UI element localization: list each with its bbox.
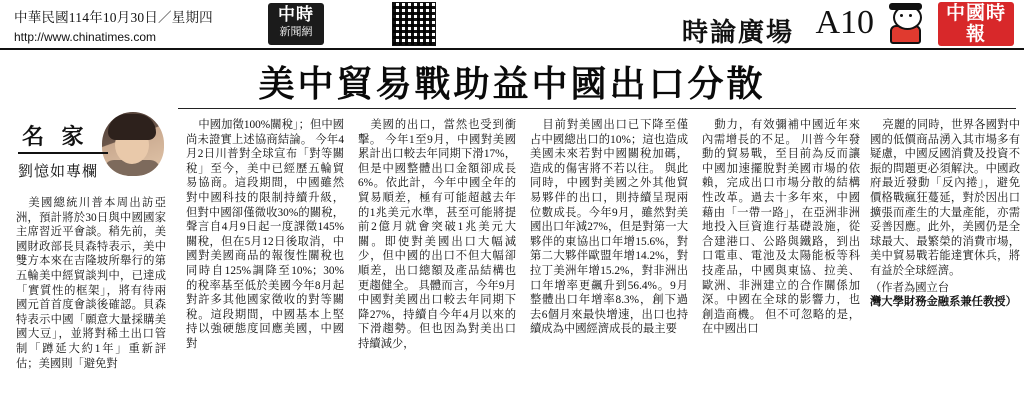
section-title: 時論廣場 — [681, 18, 794, 47]
paragraph: 目前對美國出口已下降至僅占中國總出口的10%；這也造成美國未來若對中國關稅加碼，造成的傷害將不若以往。 與此同時，中國對美國之外其他貿易夥伴的出口，則持續呈現兩位數成長。今年9月，雖然對美國出口年減27%，但是對第一大夥伴的東協出口年增15.6%，對第二大夥伴歐盟年增14.2%，對拉丁美洲年增15.2%，對非洲出口年增率更飆升到56.4%。9月整體出口年增率8.3%，創下過去6個月來最快增速，出口也持續成為中國經濟成長的最主要 — [530, 119, 688, 336]
paragraph: 美國的出口，當然也受到衝擊。 今年1至9月，中國對美國累計出口較去年同期下滑17%，但是中國整體出口金額卻成長6%。依此計，今年中國全年的貿易順差，極有可能超越去年的1兆美元水準，甚至可能將提前2億月就會突破1兆美元大關。即使對美國出口大幅減少，但中國的出口不但大幅卻順差，出口總額及產品結構也更趨健全。 具體而言，今年9月中國對美國出口較去年同期下降27%，持續自今年4月以來的下滑趨勢。但也因為對美出口持續減少， — [358, 119, 516, 350]
brand-logo: 中國時報 — [938, 2, 1014, 46]
paragraph: 中國加徵100%關稅」；但中國尚未證實上述協商結論。 今年4月2日川普對全球宣布「對等關稅」至今，美中已經歷五輪貿易協商。這段期間，中國雖然對中國科技的限制持續升級，但對中國卻僅微收30%的關稅，聲言自4月9日起一度課徵145%關稅，但在5月12日後取消，中國對美國商品的報復性關稅也同時自125%調降至10%；30%的稅率基至低於美國今年8月起對許多其他國家徵收的對等關稅。這段期間，中國基本上堅持以強硬態度回應美國，中國對 — [186, 119, 344, 350]
article-byline — [870, 281, 1020, 310]
article-column-5 — [702, 118, 860, 337]
author-name: 劉憶如專欄 — [18, 164, 99, 180]
article-column-2 — [186, 118, 344, 352]
paragraph: 動力，有效彌補中國近年來內需增長的不足。 川普今年發動的貿易戰，至目前為反而讓中國加速擺脫對美國市場的依賴，完成出口市場分散的結構性改革。過去十多年來，中國藉由「一帶一路」，在亞洲非洲地投入巨資進行基礎設施，從合建港口、公路與鐵路，到出口電車、電池及太陽能板等科技產品，中國與東協、拉美、歐洲、非洲建立的合作關係加深。中國在全球的影響力，也創造商機。 但不可忽略的是，在中國出口 — [702, 119, 860, 336]
byline-prefix: （作者為國立台 — [870, 281, 950, 294]
divider — [178, 108, 1016, 109]
masthead-left — [14, 6, 264, 44]
page-title: 美中貿易戰助益中國出口分散 — [258, 64, 766, 104]
paragraph: 亮麗的同時，世界各國對中國的低價商品湧入其市場多有疑慮，中國反國消費及投資不振的問題更必須解決。中國政府最近發動「反內捲」，避免價格戰瘋狂蔓延，對於因出口擴張而產生的大量產能，亦需妥善因應。此外，美國仍是全球最大、最繁榮的消費市場，美中貿易戰若能達實休兵，將有益於全球經濟。 — [870, 119, 1020, 277]
mascot-icon — [884, 4, 928, 46]
qr-code-icon[interactable] — [392, 2, 436, 46]
logo-line-1: 中時 — [278, 5, 314, 24]
paragraph: 美國總統川普本周出訪亞洲，預計將於30日與中國國家主席習近平會談。稍先前，美國財政部長貝森特表示，美中雙方本來在吉隆坡所舉行的第五輪美中經貿談判中，已達成「實質性的框架」，將有待兩國元首首度會談後確認。貝森特表示中國「願意大量採購美國大豆」，並將對稀土出口管制「蹲延大約1年」重新評估；美國則「避免對 — [16, 197, 166, 370]
article-body — [8, 118, 1020, 398]
publication-date: 中華民國114年10月30日／星期四 — [14, 10, 213, 25]
byline-affiliation: 灣大學財務金融系兼任教授） — [870, 296, 1017, 309]
page-number: A10 — [815, 4, 874, 41]
masthead — [0, 0, 1024, 50]
article-column-1 — [16, 196, 166, 396]
column-label: 名 家 — [22, 124, 90, 149]
logo-line-2: 新聞網 — [279, 25, 313, 38]
chinatimes-logo — [268, 3, 324, 45]
article-column-6 — [870, 118, 1020, 310]
website-url[interactable]: http://www.chinatimes.com — [14, 30, 157, 44]
article-column-3 — [358, 118, 516, 352]
article-column-4 — [530, 118, 688, 337]
